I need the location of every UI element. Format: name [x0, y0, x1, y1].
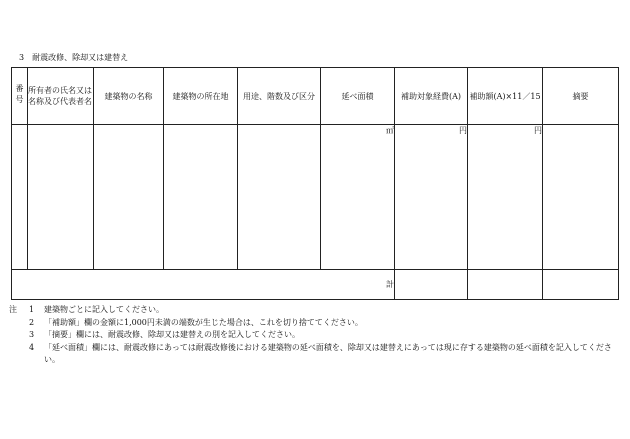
unit-yen: 円: [459, 126, 467, 135]
entry-usage-cell[interactable]: [238, 125, 321, 270]
header-remarks: 摘要: [543, 68, 619, 125]
note-item: 3 「摘要」欄には、耐震改修、除却又は建替えの別を記入してください。: [29, 330, 300, 339]
total-eligible-cost-cell[interactable]: [395, 270, 468, 300]
header-subsidy: 補助額(A)×11／15: [468, 68, 543, 125]
header-location: 建築物の所在地: [164, 68, 238, 125]
header-row: [12, 68, 619, 125]
unit-square-meter: ㎡: [386, 126, 394, 135]
note-item: 4 「延べ面積」欄には、耐震改修にあっては耐震改修後における建築物の延べ面積を、除却又は建替えにあっては現に存する建築物の延べ面積を記入してください。: [29, 342, 612, 364]
entry-number-cell[interactable]: [12, 125, 28, 270]
unit-yen: 円: [534, 126, 542, 135]
header-eligible-cost: 補助対象経費(A): [395, 68, 468, 125]
total-row: [12, 270, 619, 300]
entry-eligible-cost-cell[interactable]: [395, 125, 468, 270]
header-floor-area: 延べ面積: [321, 68, 395, 125]
section-title: 3 耐震改修、除却又は建替え: [19, 53, 129, 62]
entry-remarks-cell[interactable]: [543, 125, 619, 270]
total-remarks-cell: [543, 270, 619, 300]
header-usage: 用途、階数及び区分: [238, 68, 321, 125]
header-building-name: 建築物の名称: [94, 68, 164, 125]
notes-label: 注: [9, 305, 17, 314]
total-subsidy-cell[interactable]: [468, 270, 543, 300]
note-item: 注 1 建築物ごとに記入してください。: [9, 304, 621, 317]
entry-location-cell[interactable]: [164, 125, 238, 270]
entry-row: [12, 125, 619, 270]
entry-owner-cell[interactable]: [28, 125, 94, 270]
note-item: 2 「補助額」欄の金額に1,000円未満の端数が生じた場合は、これを切り捨ててください。: [29, 317, 363, 327]
entry-building-name-cell[interactable]: [94, 125, 164, 270]
header-number: 番号: [12, 68, 28, 125]
total-label: 計: [12, 270, 395, 300]
entry-floor-area-cell[interactable]: [321, 125, 395, 270]
header-owner: 所有者の氏名又は名称及び代表者名: [28, 68, 94, 125]
notes-section: [9, 304, 621, 367]
entry-subsidy-cell[interactable]: [468, 125, 543, 270]
subsidy-table: [11, 67, 619, 300]
